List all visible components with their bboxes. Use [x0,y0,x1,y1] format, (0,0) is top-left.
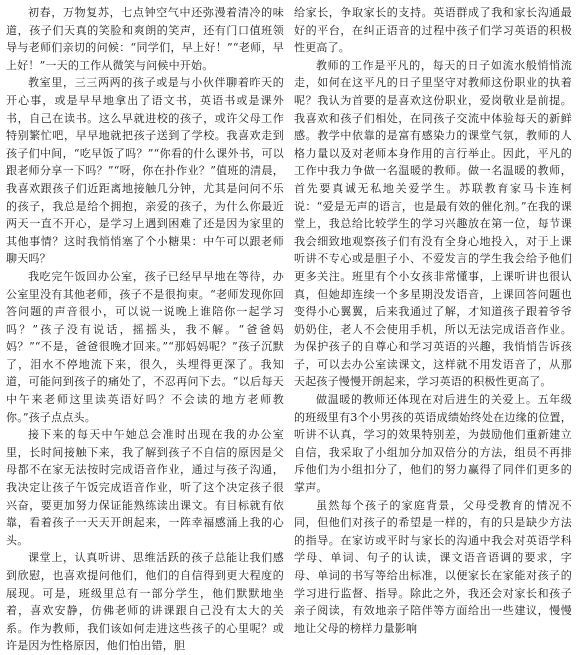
right-column [294,4,572,635]
paragraph: 我吃完午饭回办公室，孩子已经早早地在等待，办公室里没有其他老师，孩子不是很拘束。“老师发现你回答问题的声音很小，可以说一说晚上谁陪你一起学习吗？”孩子没有说话，摇摇头，我不解。“爸爸妈妈？”“不是，爸爸很晚才回来。”“那妈妈呢？”孩子沉默了，泪水不停地流下来，很久，头埋得更深了。我知道，可能问到孩子的痛处了，不忍再问下去。“以后每天中午来老师这里读英语好吗？不会读的地方老师教你。”孩子点点头。 [6,269,284,424]
paragraph: 教师的工作是平凡的，每天的日子如流水般悄悄流走，如何在这平凡的日子里坚守对教师这份职业的执着呢？我认为首要的是喜欢这份职业，爱岗敬业是前提。我喜欢和孩子们相处，在同孩子交流中体验每天的新鲜感。教学中依靠的是富有感染力的课堂气氛，教师的人格力量以及对老师本身作用的言行举止。因此，平凡的工作中我力争做一名温暖的教师。做一名温暖的教师，首先要真诚无私地关爱学生。苏联教育家马卡连柯说：“爱是无声的语言，也是最有效的催化剂。”在我的课堂上，我总给比较学生的学习兴趣放在第一位，每节课我会细致地观察孩子们有没有全身心地投入，对于上课听讲不专心或是胆子小、不爱发言的学生我会给予他们更多关注。班里有个小女孩非常懂事，上课听讲也很认真，但她却连续一个多星期没发语音，上课回答问题也变得小心翼翼，后来我通过了解，才知道孩子跟着爷爷奶奶住，老人不会使用手机，所以无法完成语音作业。为保护孩子的自尊心和学习英语的兴趣，我悄悄告诉孩子，可以去办公室读课文，这样就不用发语音了，从那天起孩子慢慢开朗起来，学习英语的积极性更高了。 [294,58,572,389]
paragraph: 教室里，三三两两的孩子或是与小伙伴聊着昨天的开心事，或是早早地拿出了语文书，英语书或是课外书，自己在读书。这么早就进校的孩子，或许父母工作特别繁忙吧，早早地就把孩子送到了学校。我喜欢走到孩子们中间，“吃早饭了吗？”“你看的什么课外书，可以跟老师分享一下吗？”“呀，你在扑作业？”值班的清晨，我喜欢跟孩子们近距离地接触几分钟，尤其是问问不乐的孩子，我总是给个拥抱，亲爱的孩子，为什么你最近两天一直不开心，是学习上遇到困难了还是因为家里的其他事情？这时我悄悄塞了个小糖果：中午可以跟老师聊天吗？ [6,76,284,266]
paragraph: 初春，万物复苏，七点钟空气中还弥漫着清冷的味道，孩子们天真的笑脸和爽朗的笑声，还有门口值班领导与老师们亲切的问候：“同学们，早上好！”“老师，早上好！”一天的工作从微笑与问候中开始。 [6,6,284,72]
paragraph-continued: 给家长，争取家长的支持。英语群成了我和家长沟通最好的平台，在纠正语音的过程中孩子们学习英语的积极性更高了。 [294,6,572,55]
paragraph: 做温暖的教师还体现在对后进生的关爱上。五年级的班级里有3个小男孩的英语成绩始终处在边缘的位置，听讲不认真，学习的效果特别差，为鼓励他们重新建立自信，我采取了小组加分加双倍分的方法，组员不再排斥他们为小组扣分了，他们的努力赢得了同伴们更多的掌声。 [294,393,572,495]
left-column [6,4,284,653]
paragraph: 课堂上，认真听讲、思维活跃的孩子总能让我们感到欣慰，也喜欢提问他们，他们的自信得到更大程度的展现。可是，班级里总有一部分学生，他们默默地坐着，喜欢安静，仿佛老师的讲课跟自己没有太大的关系。作为教师，我们该如何走进这些孩子的心里呢？或许是因为性格原因，他们怕出错，胆 [6,551,284,653]
paragraph: 接下来的每天中午她总会准时出现在我的办公室里，长时间接触下来，我了解到孩子不自信的原因是父母都不在家无法按时完成语音作业，通过与孩子沟通，我决定让孩子午饭完成语音作业，听了这个决定孩子很兴奋，要更加努力保证能熟练读出课文。有目标就有依靠，看着孩子一天天开朗起来，一阵幸福感涌上我的心头。 [6,428,284,547]
paragraph: 虽然每个孩子的家庭背景，父母受教育的情况不同，但他们对孩子的希望是一样的，有的只是缺少方法的指导。在家访或平时与家长的沟通中我会对英语学科学母、单词、句子的认读，课文语音语调的要求，字母、单词的书写等给出标准，以便家长在家能对孩子的学习进行监督、指导。除此之外，我还会对家长和孩子亲子阅读，有效地亲子陪伴等方面给出一些建议，慢慢地让父母的榜样力量影响 [294,498,572,635]
